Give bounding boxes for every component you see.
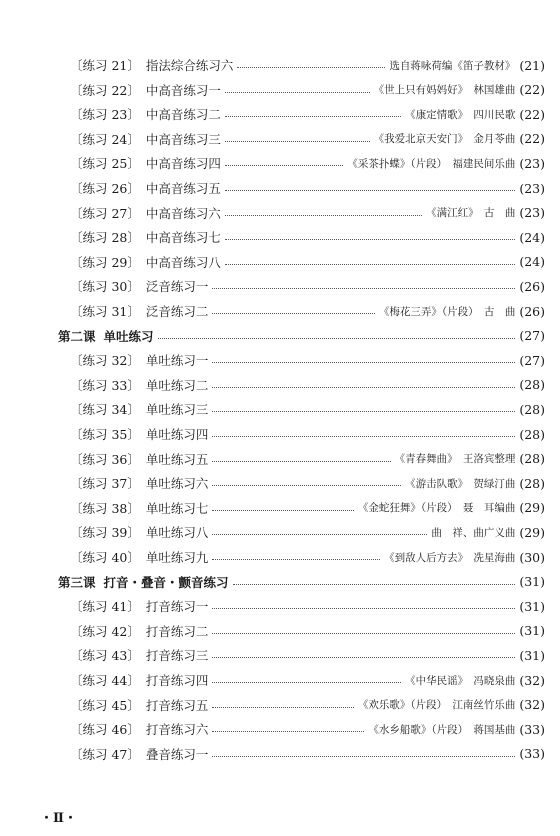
toc-entry-source: 《采茶扑蝶》（片段） 福建民间乐曲	[347, 157, 516, 170]
dot-leader	[212, 410, 515, 412]
toc-entry-title: 打音练习六	[145, 722, 209, 738]
toc-entry-number: 〔练习 44〕	[70, 673, 140, 688]
toc-entry-number: 〔练习 43〕	[70, 648, 140, 664]
toc-entry-number: 〔练习 25〕	[70, 156, 140, 172]
toc-entry-title: 中高音练习八	[145, 254, 221, 270]
toc-entry-number: 〔练习 34〕	[70, 402, 140, 418]
toc-exercise-row	[70, 350, 545, 370]
dot-leader	[212, 607, 515, 609]
toc-entry-title: 打音练习五	[145, 697, 209, 713]
toc-exercise-row	[70, 498, 545, 518]
toc-exercise-row	[70, 375, 545, 395]
toc-entry-number: 〔练习 47〕	[70, 746, 140, 762]
dot-leader	[225, 115, 401, 117]
toc-chapter-row	[58, 572, 545, 592]
toc-entry-page: (33)	[519, 721, 545, 737]
dot-leader	[212, 755, 515, 757]
toc-entry-title: 叠音练习一	[145, 746, 209, 762]
toc-exercise-row	[70, 473, 545, 493]
toc-entry-page: (31)	[519, 623, 545, 639]
toc-exercise-row	[70, 55, 545, 75]
dot-leader	[212, 386, 515, 388]
dot-leader	[225, 91, 370, 93]
toc-entry-source: 《到敌人后方去》 冼星海曲	[384, 551, 516, 564]
toc-entry-page: (31)	[519, 574, 545, 590]
toc-entry-title: 单吐练习	[103, 328, 154, 344]
toc-entry-source: 曲 祥、曲广义曲	[431, 526, 516, 539]
toc-entry-source: 《梅花三弄》（片段） 古 曲	[378, 305, 516, 318]
toc-entry-title: 泛音练习一	[145, 279, 209, 295]
toc-entry-page: (22)	[519, 131, 545, 147]
toc-entry-number: 〔练习 26〕	[70, 181, 140, 196]
toc-entry-title: 中高音练习三	[145, 131, 221, 147]
toc-entry-source: 《金蛇狂舞》（片段） 聂 耳编曲	[357, 502, 516, 515]
toc-entry-title: 中高音练习二	[145, 107, 221, 123]
toc-exercise-row	[70, 203, 545, 223]
toc-entry-number: 〔练习 31〕	[70, 304, 140, 319]
dot-leader	[212, 287, 515, 289]
toc-exercise-row	[70, 104, 545, 124]
toc-entry-title: 单吐练习七	[145, 500, 209, 516]
dot-leader	[212, 681, 401, 683]
toc-entry-source: 《游击队歌》 贺绿汀曲	[405, 477, 516, 490]
toc-entry-number: 〔练习 27〕	[70, 205, 140, 221]
toc-entry-page: (23)	[519, 180, 545, 196]
dot-leader	[158, 337, 516, 339]
toc-entry-page: (22)	[519, 82, 545, 98]
toc-entry-title: 中高音练习五	[145, 181, 221, 196]
toc-entry-number: 第三课	[58, 574, 96, 590]
toc-entry-page: (24)	[519, 254, 545, 270]
toc-entry-title: 指法综合练习六	[145, 58, 234, 73]
toc-entry-number: 〔练习 30〕	[70, 279, 140, 295]
toc-exercise-row	[70, 399, 545, 419]
dot-leader	[225, 263, 515, 265]
toc-entry-title: 单吐练习八	[145, 525, 209, 541]
toc-exercise-row	[70, 80, 545, 100]
toc-entry-page: (33)	[519, 746, 545, 762]
dot-leader	[225, 164, 343, 166]
toc-entry-source: 《我爱北京天安门》 金月苓曲	[373, 133, 516, 146]
toc-entry-title: 单吐练习一	[145, 353, 209, 369]
toc-entry-number: 〔练习 32〕	[70, 353, 140, 369]
toc-exercise-row	[70, 276, 545, 296]
toc-entry-page: (32)	[519, 672, 545, 688]
toc-entry-number: 〔练习 41〕	[70, 599, 140, 615]
toc-exercise-row	[70, 596, 545, 616]
toc-entry-page: (28)	[519, 426, 545, 442]
toc-entry-source: 《青春舞曲》 王洛宾整理	[394, 453, 516, 466]
toc-exercise-row	[70, 178, 545, 198]
dot-leader	[212, 460, 390, 462]
toc-entry-number: 〔练习 39〕	[70, 525, 140, 541]
toc-exercise-row	[70, 227, 545, 247]
toc-entry-page: (30)	[519, 549, 545, 565]
toc-entry-page: (24)	[519, 229, 545, 245]
dot-leader	[225, 189, 515, 191]
dot-leader	[212, 435, 515, 437]
toc-entry-number: 〔练习 35〕	[70, 427, 140, 442]
toc-entry-page: (29)	[519, 524, 545, 540]
dot-leader	[233, 583, 516, 585]
page-number: ・Ⅱ・	[40, 811, 77, 826]
toc-entry-title: 单吐练习四	[145, 427, 209, 442]
toc-entry-source: 《水乡船歌》（片段） 蒋国基曲	[368, 723, 516, 736]
toc-entry-source: 《满江红》 古 曲	[426, 207, 516, 220]
toc-entry-number: 〔练习 21〕	[70, 58, 140, 73]
toc-entry-page: (31)	[519, 647, 545, 663]
toc-entry-number: 〔练习 36〕	[70, 451, 140, 467]
toc-entry-title: 泛音练习二	[145, 304, 209, 319]
toc-exercise-row	[70, 547, 545, 567]
dot-leader	[212, 730, 364, 732]
toc-exercise-row	[70, 695, 545, 715]
toc-entry-source: 《世上只有妈妈好》 林国雄曲	[373, 84, 516, 97]
toc-entry-source: 《康定情歌》 四川民歌	[405, 108, 516, 121]
toc-entry-number: 〔练习 45〕	[70, 697, 140, 713]
toc-exercise-row	[70, 670, 545, 690]
dot-leader	[212, 632, 515, 634]
toc-entry-number: 〔练习 23〕	[70, 107, 140, 123]
toc-entry-number: 〔练习 33〕	[70, 377, 140, 393]
toc-entry-page: (28)	[519, 401, 545, 417]
toc-entry-source: 《欢乐歌》（片段） 江南丝竹乐曲	[357, 699, 516, 712]
toc-entry-page: (31)	[519, 598, 545, 614]
toc-exercise-row	[70, 252, 545, 272]
dot-leader	[225, 238, 515, 240]
toc-entry-title: 打音练习三	[145, 648, 209, 664]
toc-exercise-row	[70, 621, 545, 641]
toc-entry-page: (32)	[519, 697, 545, 713]
dot-leader	[212, 509, 353, 511]
toc-entry-title: 单吐练习六	[145, 476, 209, 492]
toc-exercise-row	[70, 301, 545, 321]
dot-leader	[225, 140, 370, 142]
toc-entry-number: 〔练习 22〕	[70, 82, 140, 98]
dot-leader	[225, 214, 422, 216]
dot-leader	[212, 312, 374, 314]
toc-entry-number: 〔练习 42〕	[70, 623, 140, 639]
toc-entry-number: 〔练习 24〕	[70, 131, 140, 147]
toc-entry-number: 〔练习 28〕	[70, 230, 140, 246]
toc-entry-source: 《中华民谣》 冯晓泉曲	[405, 674, 516, 687]
toc-chapter-row	[58, 326, 545, 346]
toc-entry-number: 〔练习 46〕	[70, 722, 140, 738]
toc-entry-title: 中高音练习一	[145, 82, 221, 98]
toc-entry-page: (28)	[519, 451, 545, 467]
toc-entry-title: 打音练习一	[145, 599, 209, 615]
toc-entry-number: 〔练习 37〕	[70, 476, 140, 492]
toc-entry-page: (22)	[519, 106, 545, 122]
toc-exercise-row	[70, 719, 545, 739]
dot-leader	[212, 706, 353, 708]
toc-exercise-row	[70, 153, 545, 173]
dot-leader	[212, 558, 380, 560]
toc-entry-number: 〔练习 38〕	[70, 500, 140, 516]
toc-exercise-row	[70, 522, 545, 542]
dot-leader	[237, 66, 385, 68]
toc-entry-page: (26)	[519, 303, 545, 319]
toc-entry-title: 打音练习二	[145, 623, 209, 639]
toc-entry-page: (27)	[519, 328, 545, 344]
toc-entry-page: (28)	[519, 377, 545, 393]
toc-exercise-row	[70, 424, 545, 444]
toc-exercise-row	[70, 645, 545, 665]
dot-leader	[212, 656, 515, 658]
toc-entry-number: 第二课	[58, 328, 96, 344]
toc-entry-title: 单吐练习三	[145, 402, 209, 418]
toc-entry-title: 单吐练习九	[145, 550, 209, 565]
toc-entry-title: 中高音练习四	[145, 156, 221, 172]
toc-entry-page: (29)	[519, 500, 545, 516]
toc-entry-page: (26)	[519, 278, 545, 294]
toc-entry-title: 中高音练习七	[145, 230, 221, 246]
toc-entry-title: 打音练习四	[145, 673, 209, 688]
toc-entry-number: 〔练习 40〕	[70, 550, 140, 565]
toc-entry-title: 中高音练习六	[145, 205, 221, 221]
toc-entry-number: 〔练习 29〕	[70, 254, 140, 270]
dot-leader	[212, 484, 401, 486]
toc-entry-source: 选自蒋咏荷编《笛子教材》	[389, 59, 516, 72]
toc-entry-page: (23)	[519, 155, 545, 171]
toc-exercise-row	[70, 449, 545, 469]
toc-exercise-row	[70, 129, 545, 149]
toc-entry-page: (28)	[519, 475, 545, 491]
toc-entry-page: (21)	[519, 57, 545, 73]
dot-leader	[212, 533, 427, 535]
dot-leader	[212, 361, 515, 363]
toc-entry-title: 单吐练习五	[145, 451, 209, 467]
toc-exercise-row	[70, 744, 545, 764]
toc-entry-title: 单吐练习二	[145, 377, 209, 393]
toc-entry-page: (23)	[519, 205, 545, 221]
toc-entry-page: (27)	[519, 352, 545, 368]
toc-entry-title: 打音・叠音・颤音练习	[103, 574, 229, 590]
